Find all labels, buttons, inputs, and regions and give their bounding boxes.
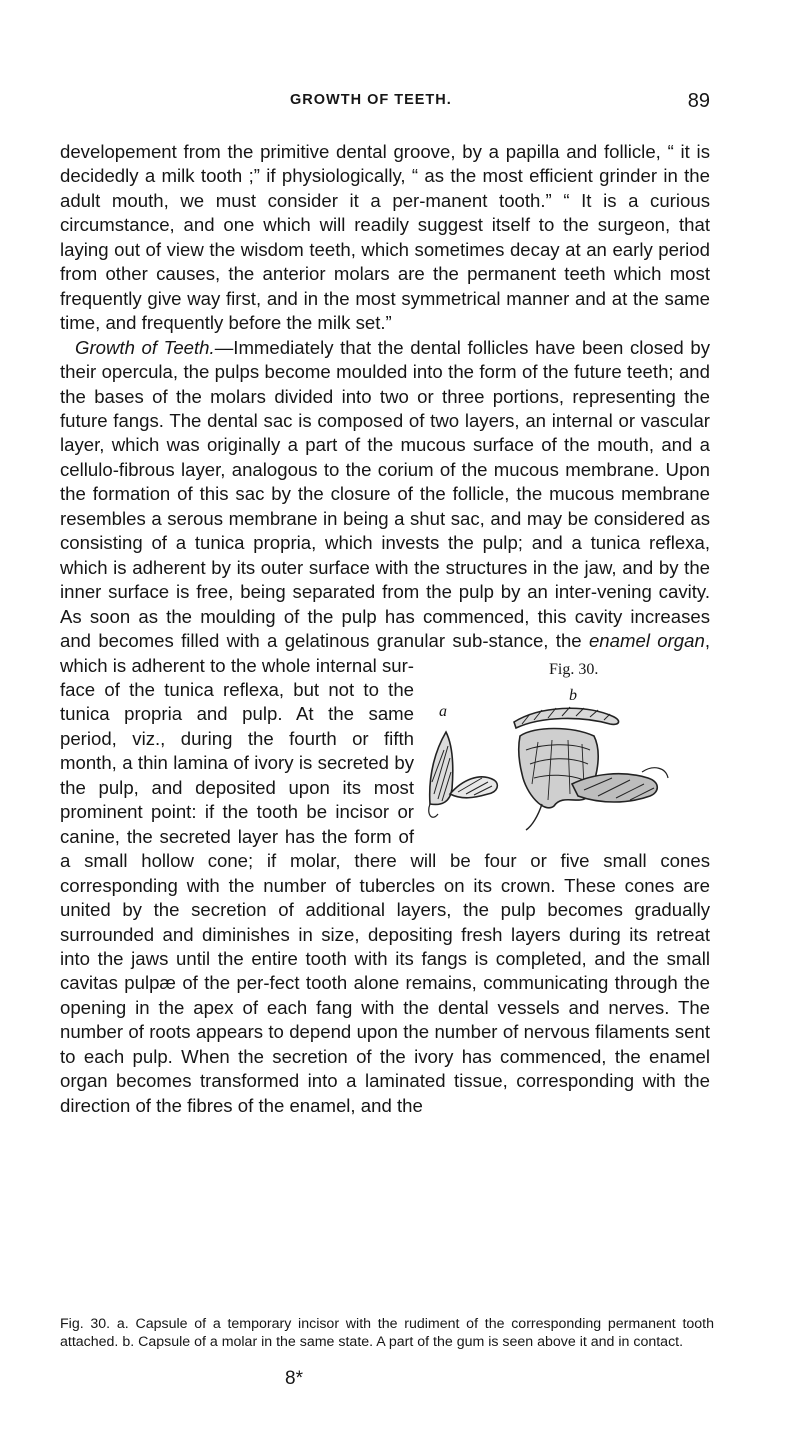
figure-label: Fig. 30. [549,660,599,678]
paragraph-growth-of-teeth [60,336,710,1119]
paragraph-intro: developement from the primitive dental groove, by a papilla and follicle, “ it is decidedly a milk tooth ;” if physiologically, “ as the most efficient grinder in the adult mouth, we must consider it a per-manent tooth.” “ It is a curious circumstance, and one which will readily suggest itself to the surgeon, that laying out of view the wisdom teeth, which sometimes decay at an early period from other causes, the anterior molars are the permanent teeth which most frequently give way first, and in the most symmetrical manner and at the same time, and frequently before the milk set.” [60,141,710,334]
incisor-capsule-drawing [429,732,498,817]
molar-capsule-drawing [514,707,668,830]
caption-text: a. Capsule of a temporary incisor with the rudiment of the corresponding permanent tooth attached. b. Capsule of a molar in the same state. A part of the gum is seen above it and in contact. [60,1316,714,1350]
tooth-capsule-illustration [422,654,710,836]
figure-letter-b: b [569,686,577,704]
signature-mark: 8* [285,1368,303,1389]
page-number: 89 [687,90,710,112]
running-head-title: GROWTH OF TEETH. [290,92,452,108]
paragraph-text-part-2: , which is adherent to the whole internal sur-face of the tunica reflexa, but not to the tunica propria and pulp. At the same period, viz., during the fourth or fifth month, a thin lamina of ivory is secreted by the pulp, and deposited upon its most prominent point: if the tooth be incisor or canine, the secreted layer has the form of a small hollow cone; if molar, there will be four or five small cones corresponding with the number of tubercles on its crown. These cones are united by the secretion of additional layers, the pulp becomes gradually surrounded and diminishes in size, depositing fresh layers during its retreat into the jaws until the entire tooth with its fangs is completed, and the small cavitas pulpæ of the per-fect tooth alone remains, communicating through the opening in the apex of each fang with the dental vessels and nerves. The number of roots appears to depend upon the number of nervous filaments sent to each pulp. When the secretion of the ivory has commenced, the enamel organ becomes transformed into a laminated tissue, corresponding with the direction of the fibres of the enamel, and the [60,630,710,1116]
figure-caption [60,1316,714,1351]
figure-letter-a: a [439,702,447,720]
figure-30 [422,654,710,836]
body-text [60,140,710,1118]
running-head [60,90,710,114]
paragraph-text-part-1: —Immediately that the dental follicles have been closed by their opercula, the pulps become moulded into the form of the future teeth; and the bases of the molars divided into two or three portions, representing the future fangs. The dental sac is composed of two layers, an internal or vascular layer, which was originally a part of the mucous surface of the mouth, and a cellulo-fibrous layer, analogous to the corium of the mucous membrane. Upon the formation of this sac by the closure of the follicle, the mucous membrane resembles a serous membrane in being a shut sac, and may be considered as consisting of a tunica propria, which invests the pulp; and a tunica reflexa, which is adherent by its outer surface with the structures in the jaw, and by the inner surface is free, being separated from the pulp by an inter-vening cavity. As soon as the moulding of the pulp has commenced, this cavity increases and becomes filled with a gelatinous granular sub-stance, the [60,336,710,652]
enamel-organ-term: enamel organ [588,630,705,652]
section-heading: Growth of Teeth. [75,336,215,358]
caption-label: Fig. 30. [60,1316,111,1332]
